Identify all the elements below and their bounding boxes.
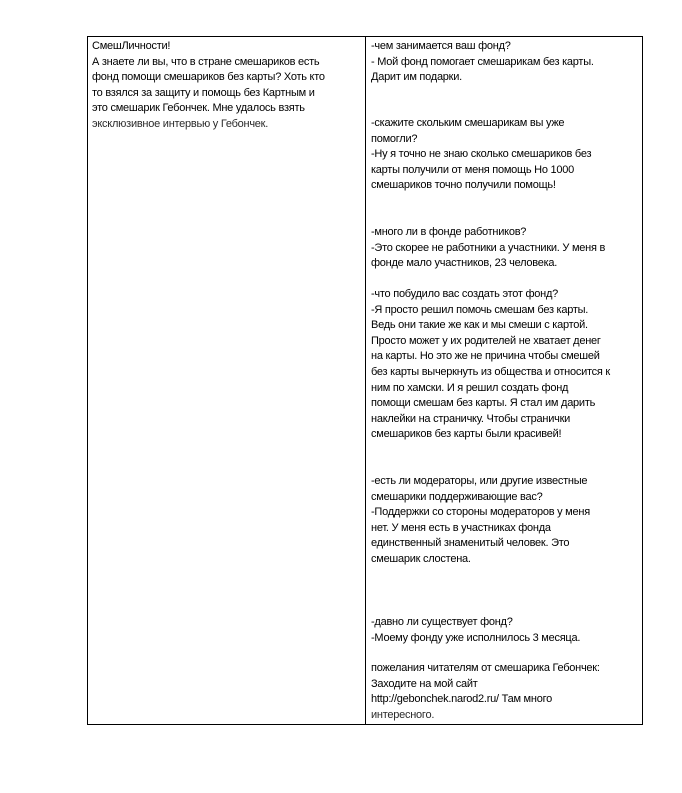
- question-line: смешарики поддерживающие вас?: [371, 490, 543, 503]
- answer-line: наклейки на страничку. Чтобы странички: [371, 412, 571, 425]
- intro-line: СмешЛичности!: [92, 40, 171, 52]
- intro-line: это смешарик Гебончек. Мне удалось взять: [92, 102, 305, 115]
- intro-line: эксклюзивное интервью у Гебончек.: [92, 117, 269, 130]
- answer-line: смешарик слостена.: [371, 552, 471, 565]
- answer-line: - Мой фонд помогает смешарикам без карты.: [371, 55, 594, 68]
- answer-line: Ведь они такие же как и мы смеши с картой.: [371, 319, 588, 332]
- intro-line: А знаете ли вы, что в стране смешариков есть: [92, 55, 320, 68]
- qa-block-motivation: [371, 287, 640, 443]
- question-line: -много ли в фонде работников?: [371, 226, 527, 238]
- qa-block-helped: [371, 116, 640, 194]
- qa-block-moderators: [371, 474, 640, 568]
- website-url-line: http://gebonchek.narod2.ru/ Там много: [371, 693, 552, 706]
- answer-line: фонде мало участников, 23 человека.: [371, 257, 558, 270]
- closing-block: [371, 661, 640, 723]
- answer-line: -Ну я точно не знаю сколько смешариков без: [371, 148, 592, 161]
- answer-line: без карты вычеркнуть из общества и относится к: [371, 365, 610, 378]
- intro-line: то взялся за защиту и помощь без Картным и: [92, 86, 315, 99]
- interview-table: [87, 36, 643, 725]
- question-line: -есть ли модераторы, или другие известные: [371, 475, 588, 487]
- answer-line: единственный знаменитый человек. Это: [371, 537, 570, 550]
- question-line: помогли?: [371, 132, 418, 145]
- closing-line: пожелания читателям от смешарика Гебончек:: [371, 662, 600, 674]
- question-line: -что побудило вас создать этот фонд?: [371, 288, 558, 300]
- closing-line: интересного.: [371, 708, 435, 721]
- answer-line: Дарит им подарки.: [371, 71, 462, 84]
- answer-line: -Это скорее не работники а участники. У меня в: [371, 241, 606, 254]
- intro-line: фонд помощи смешариков без карты? Хоть кто: [92, 71, 325, 84]
- answer-line: -Моему фонду уже исполнилось 3 месяца.: [371, 631, 581, 644]
- question-line: -чем занимается ваш фонд?: [371, 40, 511, 52]
- intro-column: [88, 37, 366, 724]
- qa-block-workers: [371, 225, 640, 272]
- question-line: -давно ли существует фонд?: [371, 616, 513, 628]
- interview-column: [366, 37, 642, 724]
- closing-line: Заходите на мой сайт: [371, 677, 478, 690]
- answer-line: смешариков точно получили помощь!: [371, 179, 556, 192]
- answer-line: смешариков без карты были красивей!: [371, 428, 562, 441]
- answer-line: ним по хамски. И я решил создать фонд: [371, 381, 569, 394]
- answer-line: -Поддержки со стороны модераторов у меня: [371, 506, 590, 519]
- qa-block-activity: [371, 39, 640, 86]
- qa-block-age: [371, 615, 640, 646]
- answer-line: на карты. Но это же не причина чтобы смешей: [371, 350, 600, 363]
- answer-line: нет. У меня есть в участниках фонда: [371, 521, 551, 534]
- answer-line: Просто может у их родителей не хватает денег: [371, 334, 601, 347]
- answer-line: помощи смешам без карты. Я стал им дарить: [371, 397, 596, 410]
- answer-line: карты получили от меня помощь Но 1000: [371, 163, 574, 176]
- question-line: -скажите скольким смешарикам вы уже: [371, 117, 565, 129]
- answer-line: -Я просто решил помочь смешам без карты.: [371, 303, 589, 316]
